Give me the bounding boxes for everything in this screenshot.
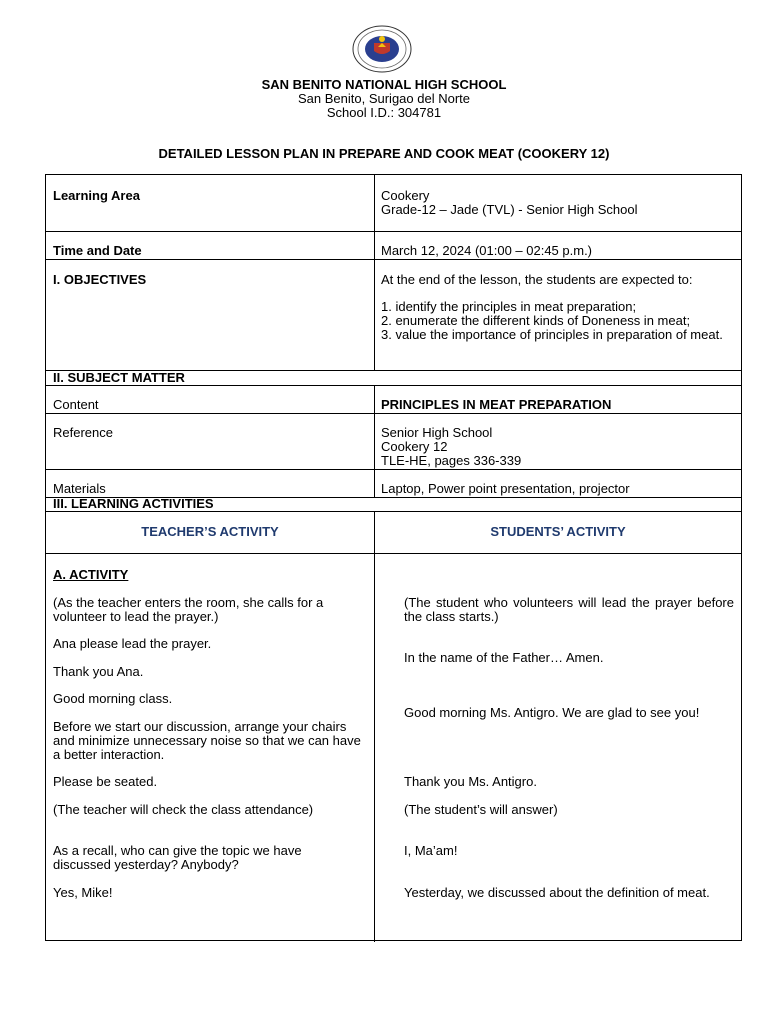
students-activity-header: STUDENTS’ ACTIVITY — [490, 524, 626, 539]
time-date-label: Time and Date — [53, 243, 142, 258]
document-title: DETAILED LESSON PLAN IN PREPARE AND COOK MEAT (COOKERY 12) — [158, 146, 610, 161]
student-line: In the name of the Father… Amen. — [404, 650, 604, 665]
materials-label: Materials — [53, 481, 106, 496]
section-a-activity: A. ACTIVITY — [53, 567, 129, 582]
school-address: San Benito, Surigao del Norte — [298, 91, 470, 106]
lesson-plan-table — [45, 174, 742, 941]
deped-seal-icon — [352, 25, 412, 73]
reference-label: Reference — [53, 425, 113, 440]
learning-activities-heading: III. LEARNING ACTIVITIES — [53, 496, 214, 511]
learning-area-value: Cookery Grade-12 – Jade (TVL) - Senior High School — [381, 188, 638, 217]
teacher-line: Yes, Mike! — [53, 885, 113, 900]
student-line: (The student’s will answer) — [404, 802, 558, 817]
teacher-line: (As the teacher enters the room, she calls for a volunteer to lead the prayer.) — [53, 595, 324, 624]
teacher-line: Before we start our discussion, arrange your chairs and minimize unnecessary noise so that we can have a better interaction. — [53, 719, 361, 762]
learning-area-label: Learning Area — [53, 188, 140, 203]
objectives-list: 1. identify the principles in meat preparation; 2. enumerate the different kinds of Doneness in meat; 3. value the importance of principles in preparation of meat. — [381, 299, 723, 342]
content-value: PRINCIPLES IN MEAT PREPARATION — [381, 397, 612, 412]
objectives-intro: At the end of the lesson, the students are expected to: — [381, 272, 693, 287]
teacher-line: Thank you Ana. — [53, 664, 144, 679]
teacher-line: As a recall, who can give the topic we have discussed yesterday? Anybody? — [53, 843, 302, 872]
teacher-line: Good morning class. — [53, 691, 173, 706]
student-line: Yesterday, we discussed about the definition of meat. — [404, 885, 710, 900]
objectives-label: I. OBJECTIVES — [53, 272, 147, 287]
student-line: I, Ma’am! — [404, 843, 458, 858]
teacher-activity-header: TEACHER’S ACTIVITY — [141, 524, 279, 539]
student-line: (The student who volunteers will lead the prayer before the class starts.) — [404, 595, 734, 624]
teacher-line: Please be seated. — [53, 774, 158, 789]
time-date-value: March 12, 2024 (01:00 – 02:45 p.m.) — [381, 243, 593, 258]
reference-value: Senior High School Cookery 12 TLE-HE, pages 336-339 — [381, 425, 522, 468]
teacher-line: Ana please lead the prayer. — [53, 636, 212, 651]
student-line: Good morning Ms. Antigro. We are glad to see you! — [404, 705, 700, 720]
teacher-line: (The teacher will check the class attendance) — [53, 802, 314, 817]
content-label: Content — [53, 397, 99, 412]
student-line: Thank you Ms. Antigro. — [404, 774, 537, 789]
school-name: SAN BENITO NATIONAL HIGH SCHOOL — [261, 77, 507, 92]
school-id: School I.D.: 304781 — [326, 105, 442, 120]
subject-matter-heading: II. SUBJECT MATTER — [53, 370, 185, 385]
materials-value: Laptop, Power point presentation, projector — [381, 481, 630, 496]
